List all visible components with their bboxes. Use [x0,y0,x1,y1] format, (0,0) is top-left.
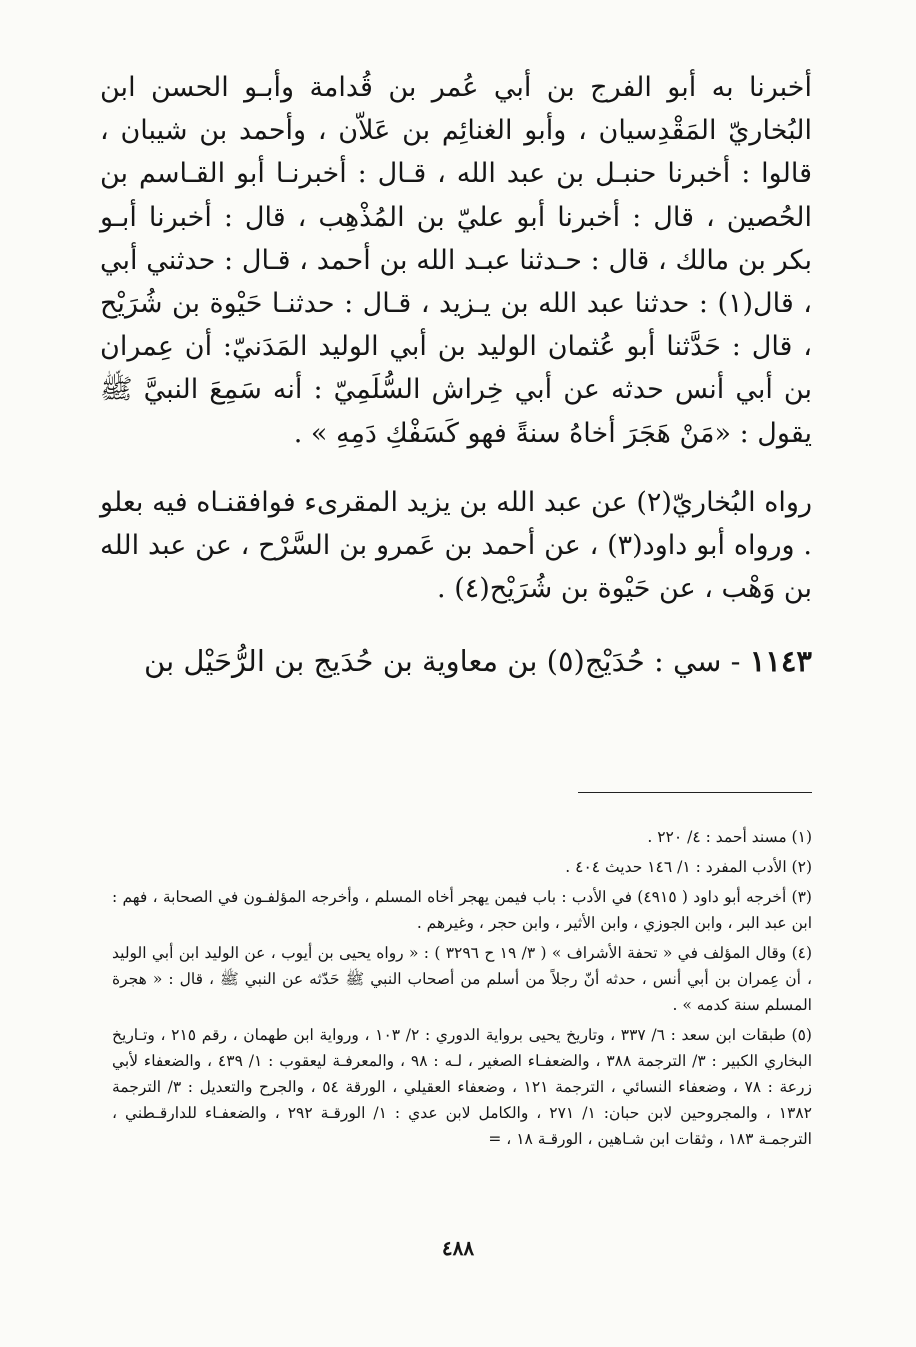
page-number: ٤٨٨ [441,1236,475,1260]
footnote-5: (٥) طبقات ابن سعد : ٦/ ٣٣٧ ، وتاريخ يحيى برواية الدوري : ٢/ ١٠٣ ، ورواية ابن طهمان ، رقم ٢١٥ ، وتـاريخ البخاري الكبير : ٣/ الترجمة ٣٨٨ ، والضعفـاء الصغير ، لـه : ٩٨ ، والمعرفـة ليعقوب : ١/ ٤٣٩ ، والضعفاء لأبي زرعة : ٧٨ ، وضعفاء النسائي ، الترجمة ١٢١ ، وضعفاء العقيلي ، الورقة ٥٤ ، والجرح والتعديل : ٣/ الترجمة ١٣٨٢ ، والمجروحين لابن حبان: ١/ ٢٧١ ، والكامل لابن عدي : ١/ الورقـة ٢٩٢ ، والضعفـاء للدارقـطني ، الترجمـة ١٨٣ ، وثقات ابن شـاهين ، الورقـة ١٨ ، = [112,1026,812,1148]
footnotes [112,824,812,1156]
main-text [100,66,812,684]
footnote-4: (٤) وقال المؤلف في « تحفة الأشراف » ( ٣/ ١٩ ح ٣٢٩٦ ) : « رواه يحيى بن أيوب ، عن الوليد ابن أبي الوليد ، أن عِمران بن أبي أنس ، حدثه أنّ رجلاً من أسلم من أصحاب النبي ﷺ حَدّثه عن النبي ﷺ ، قال : « هجرة المسلم سنة كدمه » . [112,944,813,1014]
biography-entry [100,640,812,683]
footnote-1: (١) مسند أحمد : ٤/ ٢٢٠ . [647,828,812,846]
isnad-paragraph: أخبرنا به أبو الفرج بن أبي عُمر بن قُدامة وأبـو الحسن ابن البُخاريّ المَقْدِسيان ، وأبو الغنائِم بن عَلاّن ، وأحمد بن شيبان ، قالوا : أخبرنا حنبـل بن عبد الله ، قـال : أخبرنـا أبو القـاسم بن الحُصين ، قال : أخبرنا أبو عليّ بن المُذْهِب ، قال : أخبرنا أبـو بكر بن مالك ، قال : حـدثنا عبـد الله بن أحمد ، قـال : حدثني أبي ، قال(١) : حدثنا عبد الله بن يـزيد ، قـال : حدثنـا حَيْوة بن شُرَيْح ، قال : حَدَّثنا أبو عُثمان الوليد بن أبي الوليد المَدَنيّ: أن عِمران بن أبي أنس حدثه عن أبي خِراش السُّلَمِيّ : أنه سَمِعَ النبيَّ ﷺ يقول : «مَنْ هَجَرَ أخاهُ سنةً فهو كَسَفْكِ دَمِهِ » . [100,72,812,449]
footnote-3: (٣) أخرجه أبو داود ( ٤٩١٥) في الأدب : باب فيمن يهجر أخاه المسلم ، وأخرجه المؤلفـون في الصحابة ، فهم : ابن عبد البر ، وابن الجوزي ، وابن الأثير ، وابن حجر ، وغيرهم . [112,888,812,932]
footnote-2: (٢) الأدب المفرد : ١/ ١٤٦ حديث ٤٠٤ . [565,858,812,876]
takhrij-paragraph: رواه البُخاريّ(٢) عن عبد الله بن يزيد المقرىء فوافقنـاه فيه بعلو . ورواه أبو داود(٣) ، عن أحمد بن عَمرو بن السَّرْح ، عن عبد الله بن وَهْب ، عن حَيْوة بن شُرَيْح(٤) . [100,486,812,605]
entry-heading: - سي : حُدَيْج(٥) بن معاوية بن حُدَيج بن الرُّحَيْل بن [144,644,741,679]
entry-number: ١١٤٣ [749,644,812,679]
footnote-separator [578,792,812,793]
